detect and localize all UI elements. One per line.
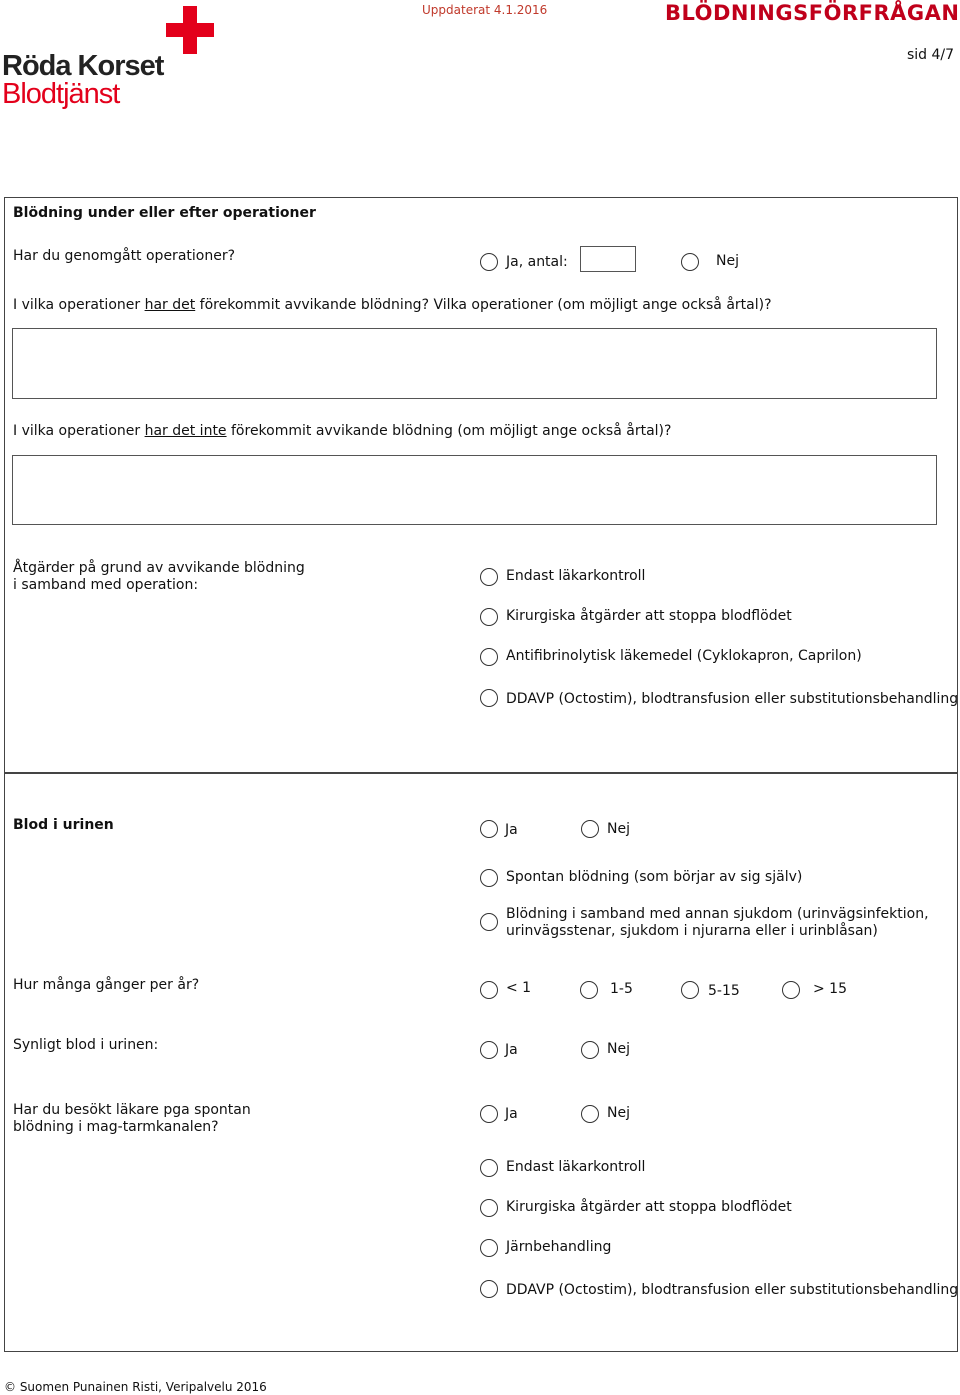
- radio-bleeding-with-disease[interactable]: [480, 913, 498, 931]
- option-yes-label: Ja: [505, 1042, 518, 1058]
- question-normal-bleeding: I vilka operationer har det inte förekommit avvikande blödning (om möjligt ange också årtal)?: [13, 423, 672, 439]
- frequency-option-label: 1-5: [610, 981, 633, 997]
- bleeding-disease-label-line1: Blödning i samband med annan sjukdom (urinvägsinfektion,: [506, 906, 929, 922]
- radio-frequency-1-5[interactable]: [580, 981, 598, 999]
- document-title: BLÖDNINGSFÖRFRÅGAN: [665, 1, 960, 25]
- radio-gi-yes[interactable]: [480, 1105, 498, 1123]
- question-gi-bleeding-line2: blödning i mag-tarmkanalen?: [13, 1119, 219, 1135]
- question-abnormal-bleeding: I vilka operationer har det förekommit avvikande blödning? Vilka operationer (om möjligt ange också årtal)?: [13, 297, 772, 313]
- gi-measure-option-label: Endast läkarkontroll: [506, 1159, 646, 1175]
- option-no-label: Nej: [607, 821, 630, 837]
- radio-visible-no[interactable]: [581, 1041, 599, 1059]
- option-no-label: Nej: [607, 1041, 630, 1057]
- abnormal-bleeding-textarea[interactable]: [12, 328, 937, 399]
- radio-gi-checkup[interactable]: [480, 1159, 498, 1177]
- operations-count-input[interactable]: [580, 246, 636, 272]
- red-cross-icon: [166, 6, 214, 54]
- measure-option-label: Endast läkarkontroll: [506, 568, 646, 584]
- brand-subtitle: Blodtjänst: [2, 78, 120, 110]
- normal-bleeding-textarea[interactable]: [12, 455, 937, 525]
- radio-gi-surgical[interactable]: [480, 1199, 498, 1217]
- radio-gi-no[interactable]: [581, 1105, 599, 1123]
- question-operations: Har du genomgått operationer?: [13, 248, 236, 264]
- page-number: sid 4/7: [907, 47, 955, 63]
- question-frequency: Hur många gånger per år?: [13, 977, 200, 993]
- spontaneous-bleeding-label: Spontan blödning (som börjar av sig själv): [506, 869, 803, 885]
- measure-option-label: DDAVP (Octostim), blodtransfusion eller substitutionsbehandling: [506, 691, 959, 707]
- radio-measure-antifibrinolytic[interactable]: [480, 648, 498, 666]
- radio-frequency-5-15[interactable]: [681, 981, 699, 999]
- bleeding-disease-label-line2: urinvägsstenar, sjukdom i njurarna eller i urinblåsan): [506, 923, 878, 939]
- question-visible-blood: Synligt blod i urinen:: [13, 1037, 159, 1053]
- radio-gi-ddavp[interactable]: [480, 1280, 498, 1298]
- section-heading-urine: Blod i urinen: [13, 817, 114, 833]
- option-yes-count-label: Ja, antal:: [506, 254, 568, 270]
- footer-copyright: © Suomen Punainen Risti, Veripalvelu 2016: [4, 1380, 267, 1394]
- radio-operations-yes[interactable]: [480, 253, 498, 271]
- measure-option-label: Antifibrinolytisk läkemedel (Cyklokapron, Caprilon): [506, 648, 862, 664]
- radio-urine-yes[interactable]: [480, 820, 498, 838]
- gi-measure-option-label: DDAVP (Octostim), blodtransfusion eller substitutionsbehandling: [506, 1282, 959, 1298]
- radio-measure-surgical[interactable]: [480, 608, 498, 626]
- question-gi-bleeding-line1: Har du besökt läkare pga spontan: [13, 1102, 251, 1118]
- gi-measure-option-label: Kirurgiska åtgärder att stoppa blodflödet: [506, 1199, 792, 1215]
- measures-label-line2: i samband med operation:: [13, 577, 199, 593]
- measure-option-label: Kirurgiska åtgärder att stoppa blodflödet: [506, 608, 792, 624]
- section-heading-operations: Blödning under eller efter operationer: [13, 205, 316, 221]
- frequency-option-label: 5-15: [708, 983, 740, 999]
- updated-date: Uppdaterat 4.1.2016: [422, 3, 548, 17]
- option-no-label: Nej: [716, 253, 739, 269]
- radio-gi-iron[interactable]: [480, 1239, 498, 1257]
- gi-measure-option-label: Järnbehandling: [506, 1239, 612, 1255]
- radio-operations-no[interactable]: [681, 253, 699, 271]
- radio-frequency-lt1[interactable]: [480, 981, 498, 999]
- radio-measure-checkup[interactable]: [480, 568, 498, 586]
- radio-visible-yes[interactable]: [480, 1041, 498, 1059]
- measures-label-line1: Åtgärder på grund av avvikande blödning: [13, 560, 305, 576]
- option-yes-label: Ja: [505, 1106, 518, 1122]
- radio-urine-no[interactable]: [581, 820, 599, 838]
- option-yes-label: Ja: [505, 822, 518, 838]
- radio-measure-ddavp[interactable]: [480, 689, 498, 707]
- radio-frequency-gt15[interactable]: [782, 981, 800, 999]
- frequency-option-label: > 15: [813, 981, 847, 997]
- option-no-label: Nej: [607, 1105, 630, 1121]
- radio-spontaneous-bleeding[interactable]: [480, 869, 498, 887]
- frequency-option-label: < 1: [506, 980, 532, 996]
- section-blood-in-urine: [4, 772, 958, 1352]
- brand-name: Röda Korset: [2, 50, 164, 82]
